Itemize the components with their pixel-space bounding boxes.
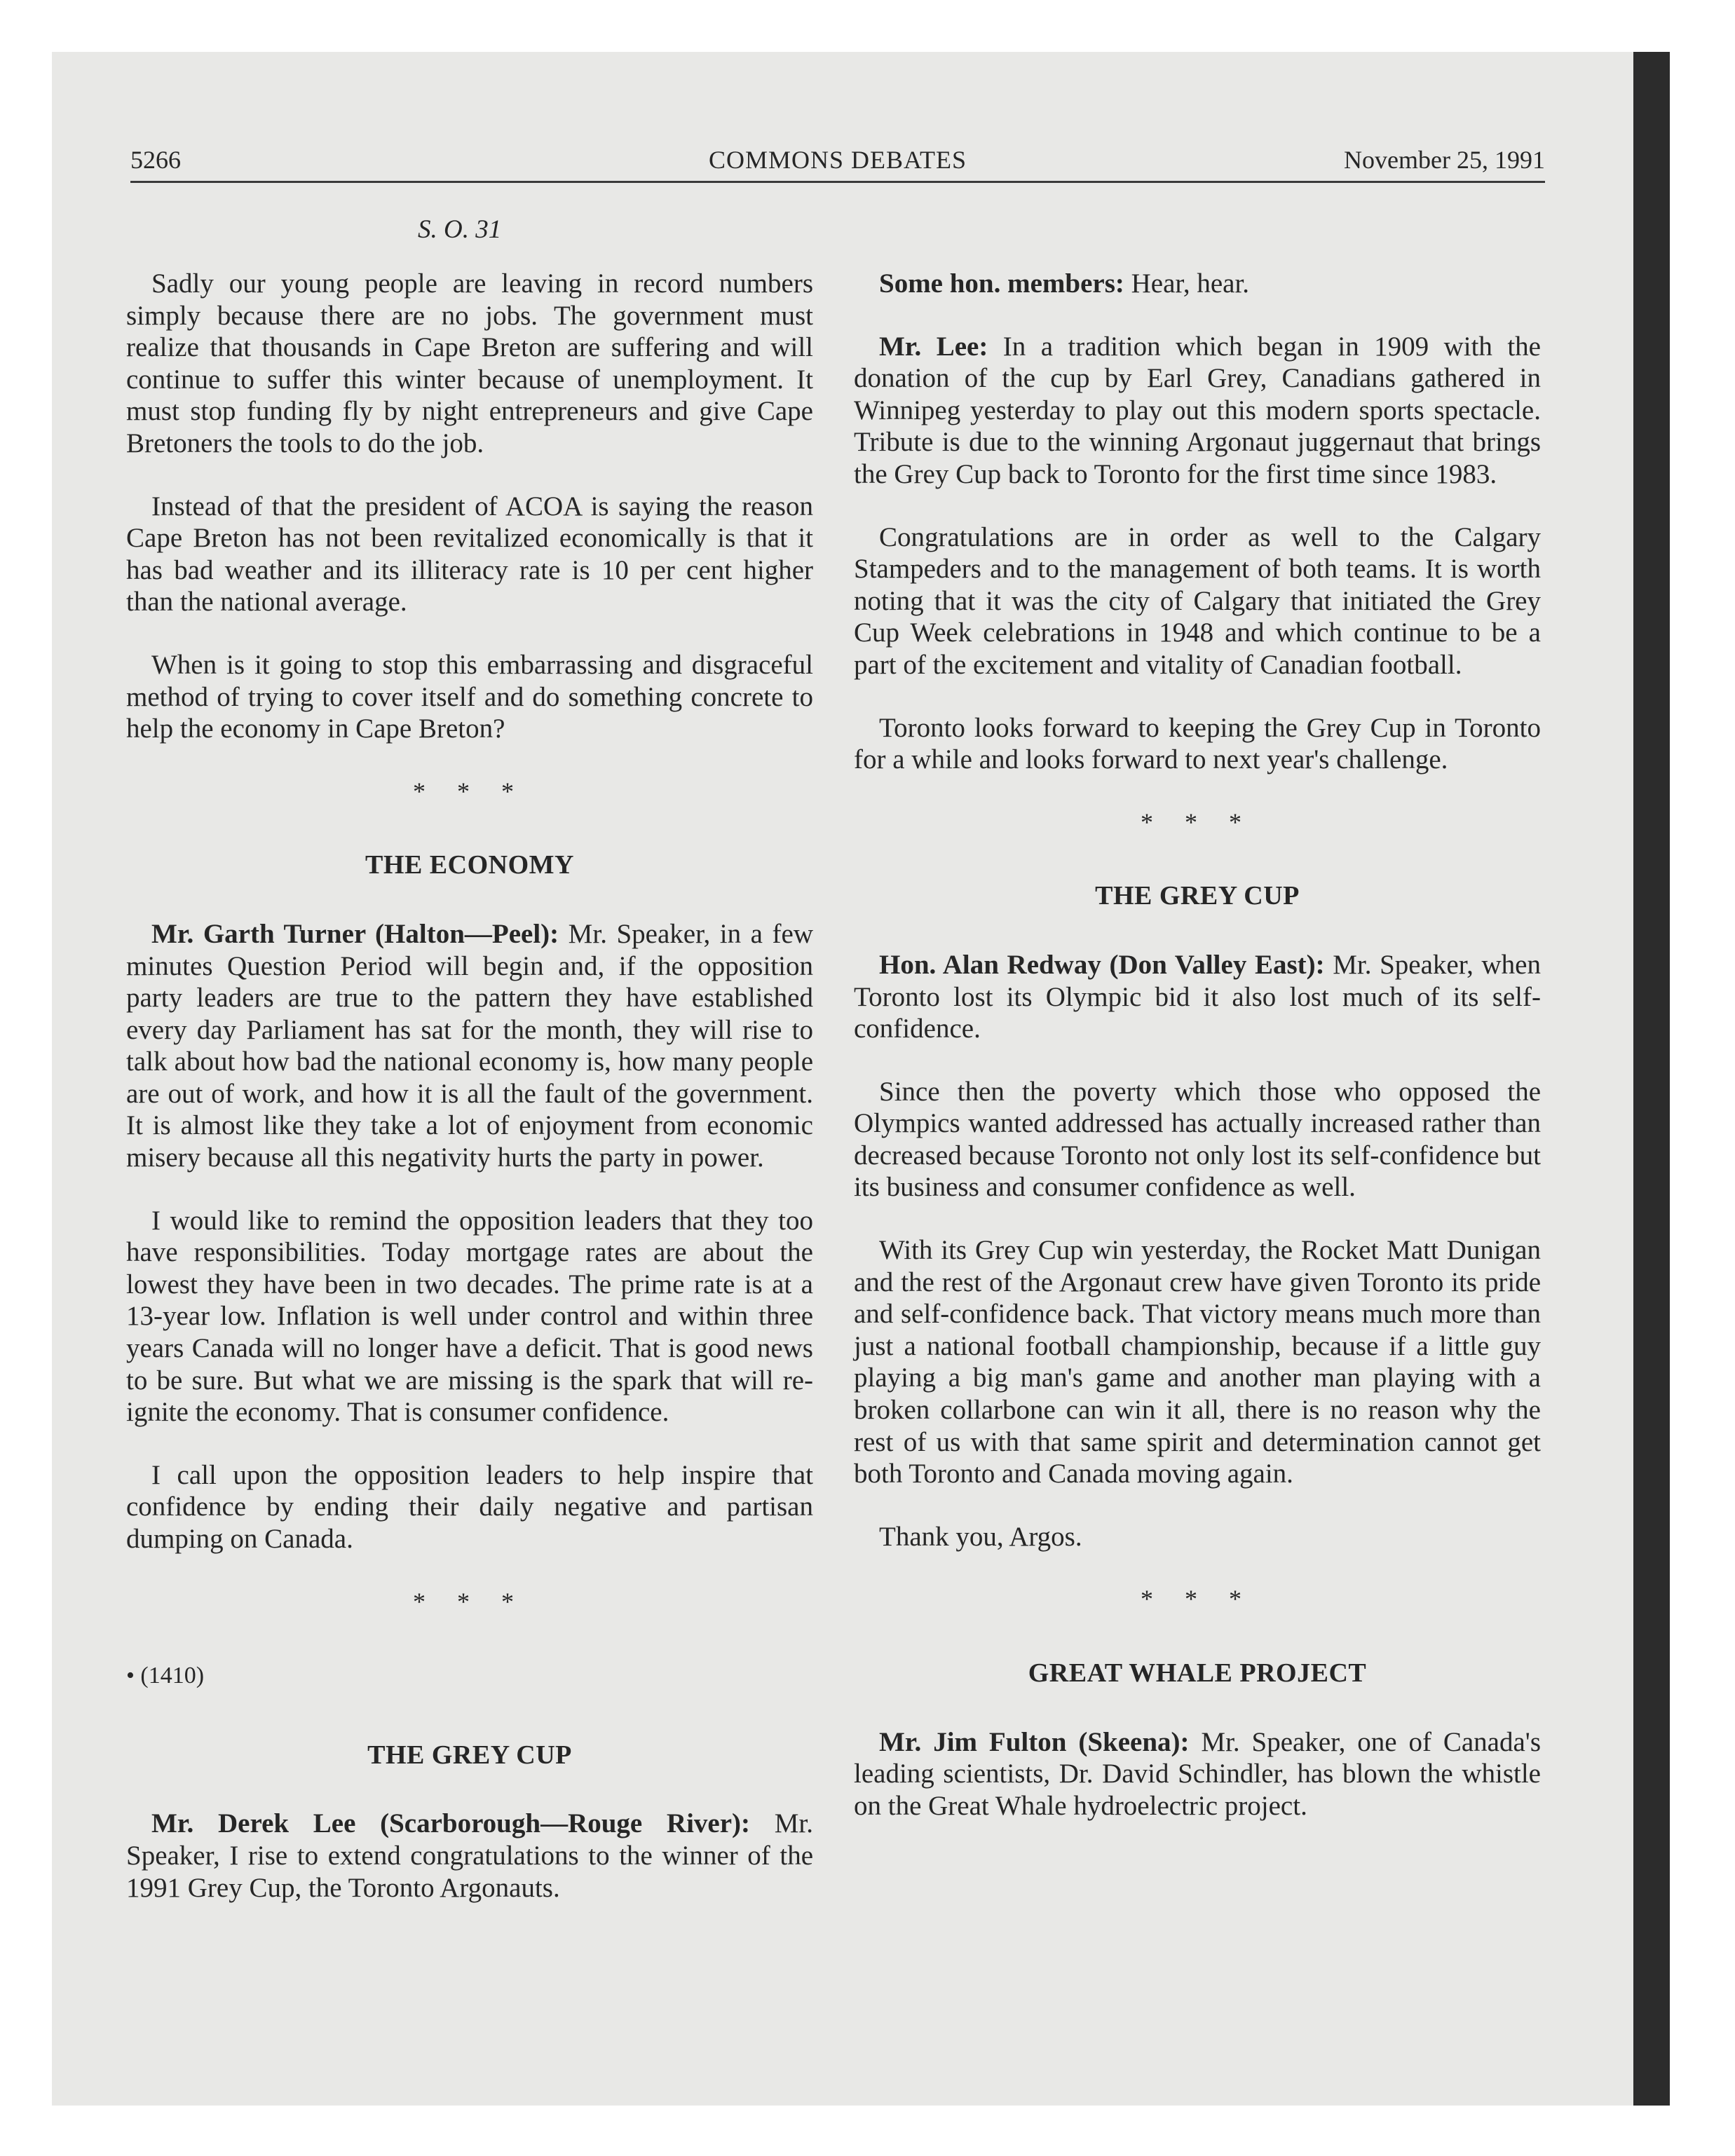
- speech-paragraph: [854, 1726, 1541, 1822]
- time-stamp: • (1410): [126, 1663, 205, 1689]
- speaker-name: Hon. Alan Redway (Don Valley East):: [879, 949, 1325, 980]
- right-column: [854, 268, 1541, 1853]
- speech-text: In a tradition which began in 1909 with the donation of the cup by Earl Grey, Canadians gathered in Winnipeg yesterday to play out this modern sports spectacle. Tribute is due to the winning Argonaut juggernaut that brings the Grey Cup back to Toronto for the first time since 1983.: [854, 331, 1541, 489]
- speech-text: Mr. Speaker, in a few minutes Question Period will begin and, if the opposition party leaders are true to the pattern they have established every day Parliament has sat for the month, they will rise to talk about how bad the national economy is, how many people are out of work, and how it is all the fault of the government. It is almost like they take a lot of enjoyment from economic misery because all this negativity hurts the party in power.: [126, 918, 813, 1173]
- speech-text: Mr. Speaker, I rise to extend congratulations to the winner of the 1991 Grey Cup, the Toronto Argonauts.: [126, 1808, 813, 1903]
- speaker-name: Some hon. members:: [879, 268, 1124, 299]
- speaker-name: Mr. Garth Turner (Halton—Peel):: [151, 918, 559, 949]
- paragraph: Instead of that the president of ACOA is saying the reason Cape Breton has not been revitalized economically is that it has bad weather and its illiteracy rate is 10 per cent higher than the national average.: [126, 491, 813, 618]
- publication-title: COMMONS DEBATES: [708, 146, 967, 174]
- speech-paragraph: [854, 949, 1541, 1045]
- section-heading: THE GREY CUP: [367, 1740, 572, 1770]
- left-column: [126, 268, 813, 1935]
- section-label: S. O. 31: [418, 215, 502, 244]
- section-separator: * * *: [413, 1587, 526, 1616]
- speaker-name: Mr. Derek Lee (Scarborough—Rouge River):: [151, 1808, 751, 1839]
- page-number: 5266: [130, 146, 181, 174]
- page-header: [130, 140, 1545, 179]
- speech-paragraph: [854, 331, 1541, 491]
- paragraph: I would like to remind the opposition leaders that they too have responsibilities. Today mortgage rates are about the lowest they have been in two decades. The prime rate is at a 13-year low. Inflation is well under control and within three years Canada will no longer have a deficit. That is good news to be sure. But what we are missing is the spark that will re-ignite the economy. That is consumer confidence.: [126, 1205, 813, 1428]
- paragraph: Since then the poverty which those who opposed the Olympics wanted addressed has actually increased rather than decreased because Toronto not only lost its self-confidence but its business and consumer confidence as well.: [854, 1076, 1541, 1203]
- paragraph: When is it going to stop this embarrassing and disgraceful method of trying to cover itself and do something concrete to help the economy in Cape Breton?: [126, 649, 813, 744]
- paragraph: I call upon the opposition leaders to help inspire that confidence by ending their daily negative and partisan dumping on Canada.: [126, 1459, 813, 1554]
- section-separator: * * *: [1141, 807, 1254, 836]
- section-heading: THE ECONOMY: [365, 850, 574, 880]
- scan-edge-shadow: [1633, 52, 1670, 2106]
- speaker-name: Mr. Lee:: [879, 331, 988, 362]
- paragraph: Congratulations are in order as well to the Calgary Stampeders and to the management of both teams. It is worth noting that it was the city of Calgary that initiated the Grey Cup Week celebrations in 1948 and which continue to be a part of the excitement and vitality of Canadian football.: [854, 521, 1541, 680]
- speech-paragraph: [126, 918, 813, 1174]
- paragraph: With its Grey Cup win yesterday, the Rocket Matt Dunigan and the rest of the Argonaut crew have given Toronto its pride and self-confidence back. That victory means much more than just a national football championship, because if a little guy playing a big man's game and another man playing with a broken collarbone can win it all, there is no reason why the rest of us with that same spirit and determination cannot get both Toronto and Canada moving again.: [854, 1235, 1541, 1489]
- paragraph: Toronto looks forward to keeping the Grey Cup in Toronto for a while and looks forward to next year's challenge.: [854, 712, 1541, 775]
- speech-text: Mr. Speaker, when Toronto lost its Olympic bid it also lost much of its self-confidence.: [854, 949, 1541, 1044]
- speaker-name: Mr. Jim Fulton (Skeena):: [879, 1726, 1190, 1757]
- speech-text: Mr. Speaker, one of Canada's leading scientists, Dr. David Schindler, has blown the whistle on the Great Whale hydroelectric project.: [854, 1726, 1541, 1821]
- speech-paragraph: [854, 268, 1541, 300]
- speech-text: Hear, hear.: [1124, 268, 1250, 299]
- header-rule: [130, 181, 1545, 183]
- speech-paragraph: [126, 1808, 813, 1904]
- section-separator: * * *: [413, 777, 526, 805]
- section-separator: * * *: [1141, 1585, 1254, 1613]
- section-heading: THE GREY CUP: [1095, 881, 1300, 911]
- paragraph: Sadly our young people are leaving in record numbers simply because there are no jobs. The government must realize that thousands in Cape Breton are suffering and will continue to suffer this winter because of unemployment. It must stop funding fly by night entrepreneurs and give Cape Bretoners the tools to do the job.: [126, 268, 813, 458]
- section-heading: GREAT WHALE PROJECT: [1028, 1658, 1367, 1688]
- paragraph: Thank you, Argos.: [879, 1521, 1082, 1552]
- debate-date: November 25, 1991: [1344, 146, 1545, 174]
